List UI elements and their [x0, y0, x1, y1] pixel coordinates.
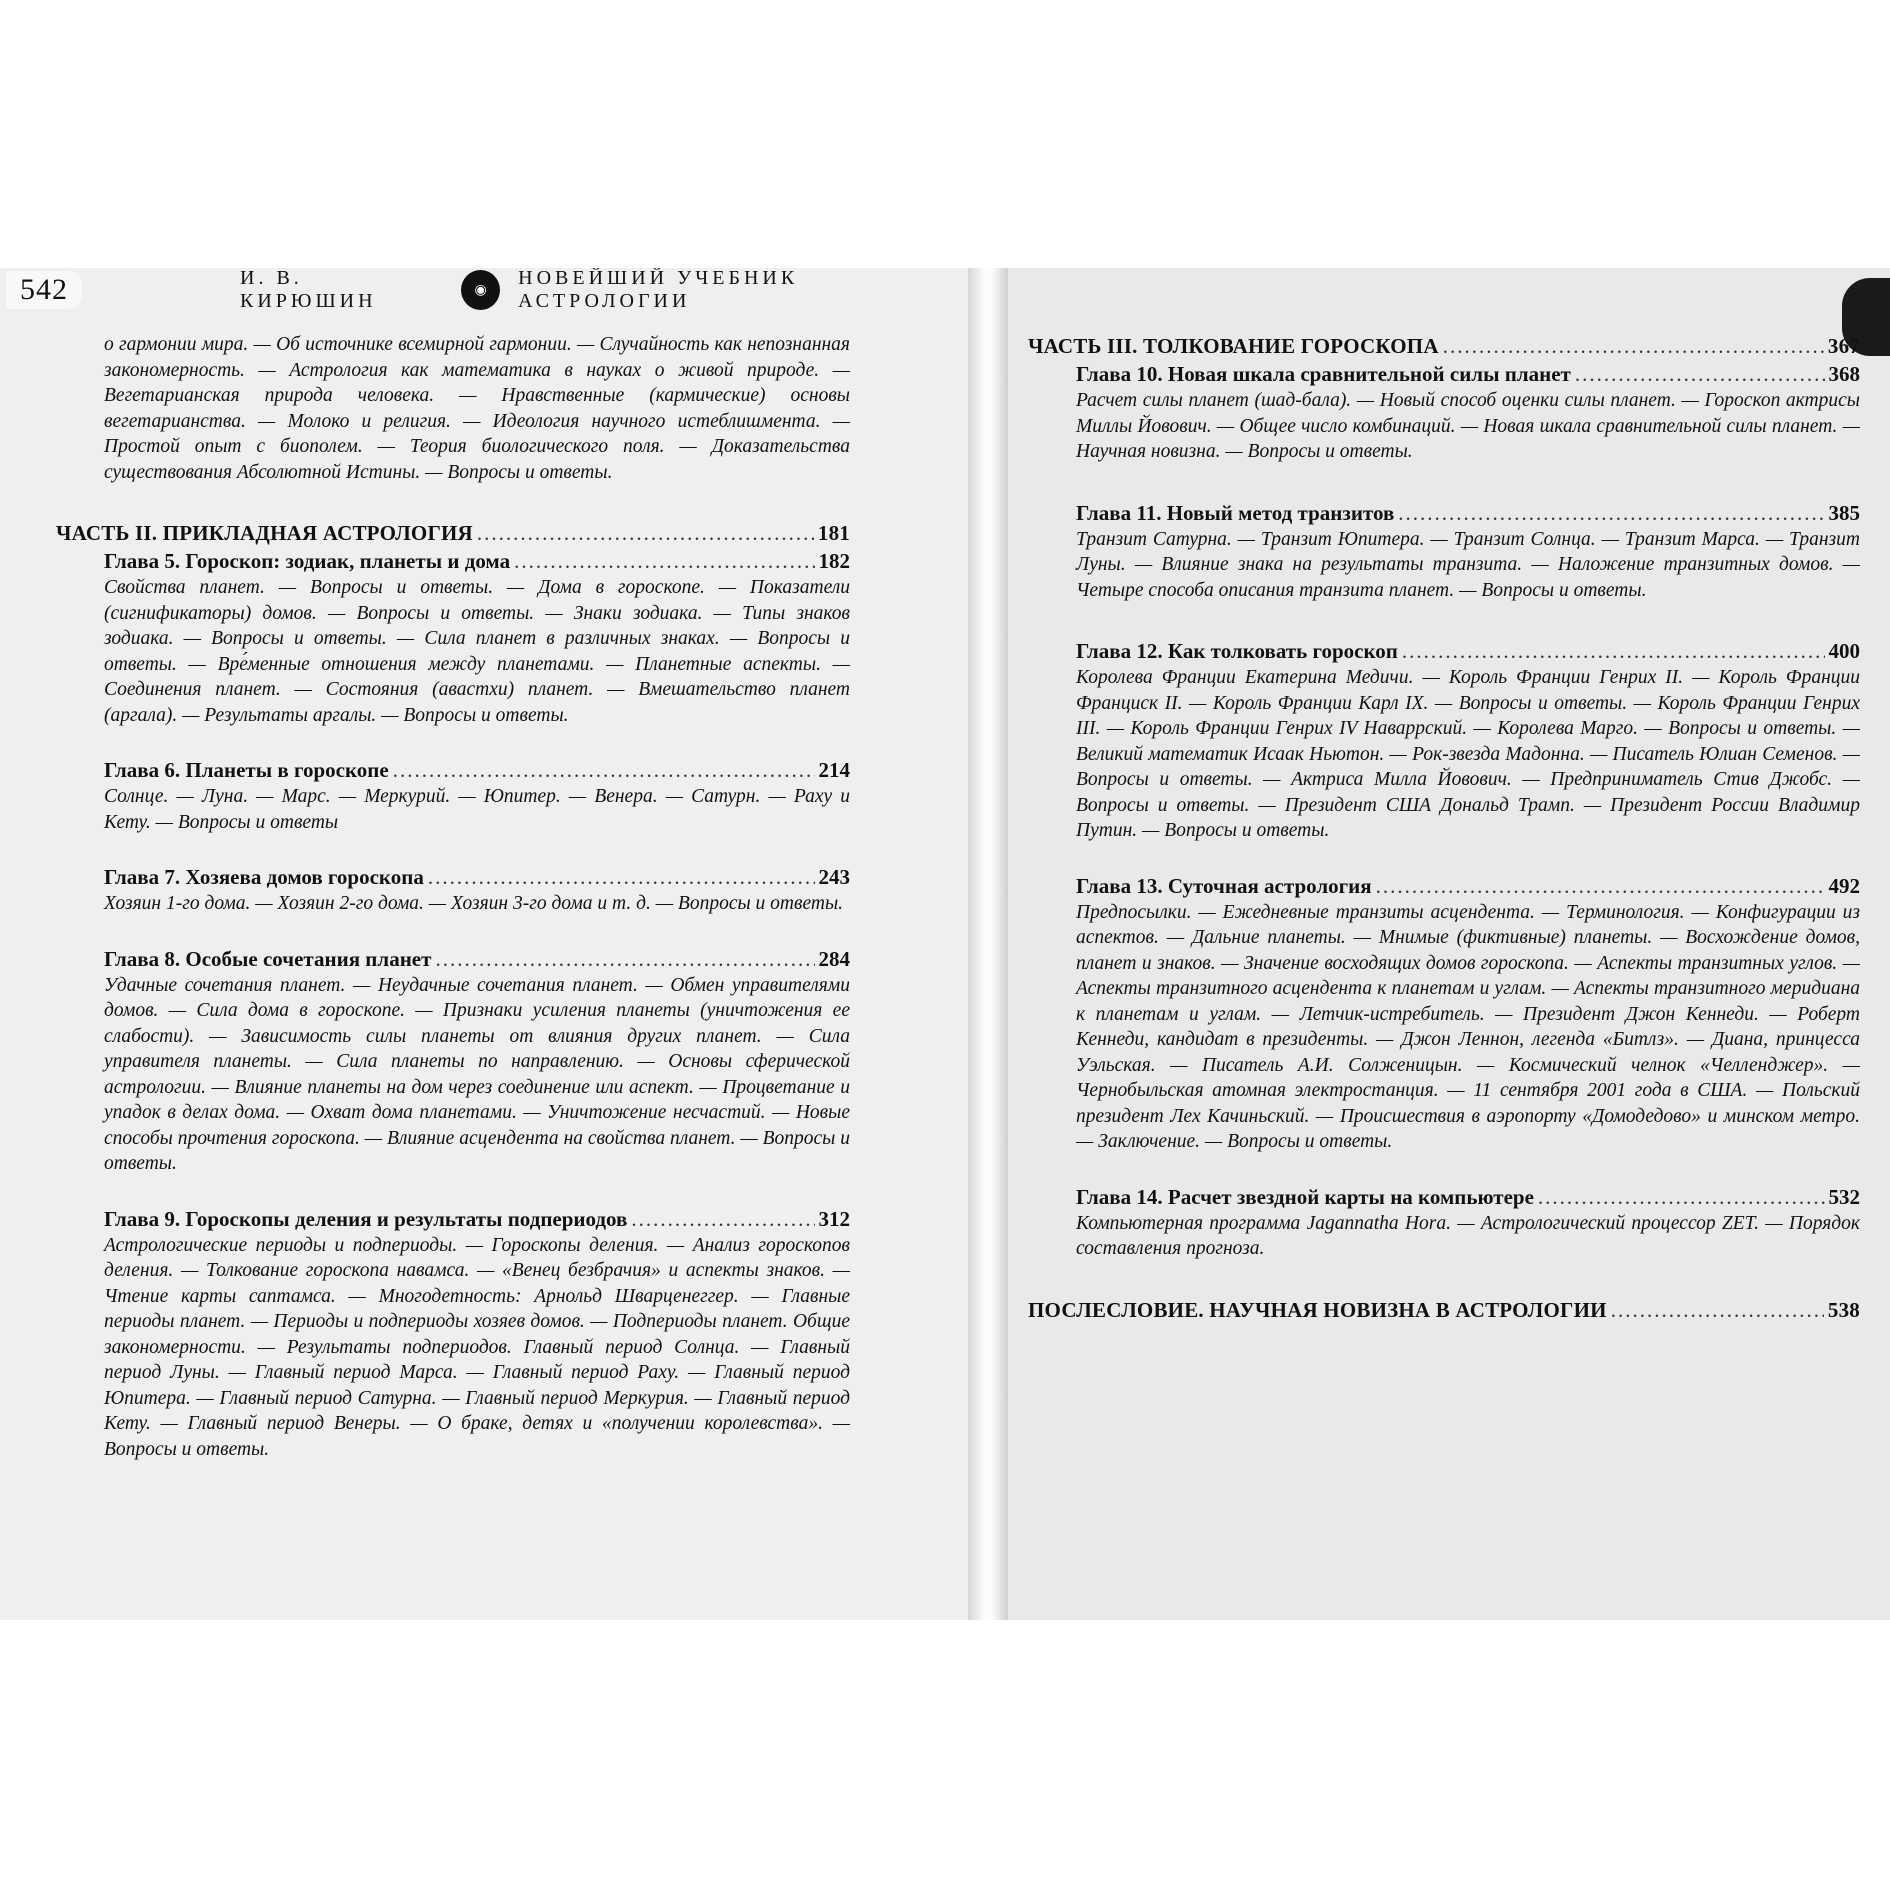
toc-chapter-6 [104, 756, 850, 835]
chapter-title: Глава 8. Особые сочетания планет [104, 946, 432, 971]
dot-leader [1575, 360, 1825, 388]
page-ref: 367 [1827, 334, 1860, 358]
dot-leader [428, 863, 815, 891]
dot-leader [631, 1205, 814, 1233]
toc-part-3[interactable] [1028, 332, 1860, 360]
page-ref: 368 [1828, 362, 1860, 386]
toc-chapter-14 [1076, 1183, 1860, 1262]
dot-leader [1443, 332, 1824, 360]
dot-leader [477, 519, 814, 547]
chapter-title: Глава 6. Планеты в гороскопе [104, 758, 389, 782]
page-ref: 532 [1828, 1184, 1860, 1209]
chapter-heading[interactable] [1076, 1183, 1860, 1211]
dot-leader [393, 756, 815, 784]
chapter-title: Глава 10. Новая шкала сравнительной силы планет [1076, 362, 1571, 386]
chapter-title: Глава 14. Расчет звездной карты на компьютере [1076, 1184, 1534, 1209]
toc-chapter-8 [104, 945, 850, 1177]
author-name: И. В. КИРЮШИН [240, 268, 377, 312]
page-ref: 385 [1828, 500, 1860, 525]
toc-chapter-11 [1076, 499, 1860, 604]
chapter-description: о гармонии мира. — Об источнике всемирной гармонии. — Случайность как непознанная закономерность. — Астрология как математика в науках о живой природе. — Вегетарианская природа человека. — Нравственные (кармические) основы вегетарианства. — Молоко и религия. — Идеология научного истеблишмента. — Простой опыт с биополем. — Теория биологического поля. — Доказательства существования Абсолютной Истины. — Вопросы и ответы. [104, 334, 850, 483]
book-title: НОВЕЙШИЙ УЧЕБНИК АСТРОЛОГИИ [518, 268, 799, 312]
page-ref: 400 [1828, 639, 1860, 663]
part-title: ЧАСТЬ III. ТОЛКОВАНИЕ ГОРОСКОПА [1028, 334, 1439, 358]
dot-leader [514, 547, 814, 575]
page-ref: 182 [818, 549, 850, 573]
dot-leader [435, 945, 814, 973]
chapter-description: Расчет силы планет (шад-бала). — Новый способ оценки силы планет. — Гороскоп актрисы Миллы Йовович. — Общее число комбинаций. — Новая шкала сравнительной силы планет. — Научная новизна. — Вопросы и ответы. [1076, 390, 1860, 462]
toc-afterword[interactable] [1028, 1296, 1860, 1324]
chapter-heading[interactable] [104, 863, 850, 891]
chapter-description: Транзит Сатурна. — Транзит Юпитера. — Транзит Солнца. — Транзит Марса. — Транзит Луны. — Влияние знака на результаты транзита. — Наложение транзитных домов. — Четыре способа описания транзита планет. — Вопросы и ответы. [1076, 528, 1860, 601]
page-ref: 243 [818, 865, 850, 889]
page-ref: 538 [1827, 1297, 1860, 1322]
running-head [0, 268, 968, 312]
chapter-title: Глава 7. Хозяева домов гороскопа [104, 865, 424, 889]
page-ref: 284 [818, 946, 850, 971]
toc-part-2[interactable] [56, 519, 850, 547]
toc-left [0, 332, 968, 1620]
book-gutter [968, 268, 1008, 1620]
left-page [0, 268, 968, 1620]
toc-chapter-13 [1076, 872, 1860, 1155]
part-title: ЧАСТЬ II. ПРИКЛАДНАЯ АСТРОЛОГИЯ [56, 521, 473, 545]
chapter-title: Глава 5. Гороскоп: зодиак, планеты и дома [104, 549, 511, 573]
page-ref: 312 [818, 1206, 850, 1231]
chapter-description: Солнце. — Луна. — Марс. — Меркурий. — Юпитер. — Венера. — Сатурн. — Раху и Кету. — Вопросы и ответы [104, 786, 850, 833]
chapter-title: Глава 12. Как толковать гороскоп [1076, 639, 1398, 663]
emblem-icon: ◉ [461, 270, 500, 310]
chapter-title: Глава 13. Суточная астрология [1076, 873, 1372, 898]
dot-leader [1398, 499, 1824, 527]
chapter-heading[interactable] [104, 1205, 850, 1233]
dot-leader [1538, 1183, 1825, 1211]
chapter-title: Глава 11. Новый метод транзитов [1076, 500, 1395, 525]
chapter-heading[interactable] [1076, 872, 1860, 900]
chapter-heading[interactable] [104, 756, 850, 784]
toc-chapter-5 [104, 547, 850, 728]
chapter-heading[interactable] [104, 547, 850, 575]
toc-chapter-12 [1076, 637, 1860, 844]
chapter-heading[interactable] [1076, 499, 1860, 527]
toc-right [1008, 332, 1890, 1620]
right-page [1008, 268, 1890, 1620]
chapter-heading[interactable] [104, 945, 850, 973]
dot-leader [1402, 637, 1825, 665]
chapter-description: Хозяин 1-го дома. — Хозяин 2-го дома. — Хозяин 3-го дома и т. д. — Вопросы и ответы. [104, 893, 844, 914]
chapter-description: Предпосылки. — Ежедневные транзиты асцендента. — Терминология. — Конфигурации из аспектов. — Дальние планеты. — Мнимые (фиктивные) планеты. — Восхождение домов, планет и знаков. — Значение восходящих домов гороскопа. — Аспекты транзитных углов. — Аспекты транзитного асцендента к планетам и углам. — Аспекты транзитного меридиана к планетам и углам. — Летчик-истребитель. — Президент Джон Кеннеди. — Роберт Кеннеди, кандидат в президенты. — Джон Леннон, легенда «Битлз». — Диана, принцесса Уэльская. — Писатель А.И. Солженицын. — Космический челнок «Челленджер». — Чернобыльская атомная электростанция. — 11 сентября 2001 года в США. — Польский президент Лех Качиньский. — Происшествия в аэропорту «Домодедово» и минском метро. — Заключение. — Вопросы и ответы. [1076, 901, 1860, 1152]
page-ref: 492 [1828, 873, 1860, 898]
chapter-description: Королева Франции Екатерина Медичи. — Король Франции Генрих II. — Король Франции Франциск II. — Король Франции Карл IX. — Вопросы и ответы. — Король Франции Генрих III. — Король Франции Генрих IV Наваррский. — Королева Марго. — Вопросы и ответы. — Великий математик Исаак Ньютон. — Рок-звезда Мадонна. — Писатель Юлиан Семенов. — Вопросы и ответы. — Актриса Милла Йовович. — Предприниматель Стив Джобс. — Вопросы и ответы. — Президент США Дональд Трамп. — Президент России Владимир Путин. — Вопросы и ответы. [1076, 667, 1860, 841]
chapter-description: Свойства планет. — Вопросы и ответы. — Дома в гороскопе. — Показатели (сигнификаторы) домов. — Вопросы и ответы. — Знаки зодиака. — Типы знаков зодиака. — Вопросы и ответы. — Сила планет в различных знаках. — Вопросы и ответы. — Вре́менные отношения между планетами. — Планетные аспекты. — Соединения планет. — Состояния (авастхи) планет. — Вмешательство планет (аргала). — Результаты аргалы. — Вопросы и ответы. [104, 577, 850, 726]
page-ref: 214 [818, 758, 850, 782]
afterword-title: ПОСЛЕСЛОВИЕ. НАУЧНАЯ НОВИЗНА В АСТРОЛОГИИ [1028, 1297, 1607, 1322]
toc-chapter-9 [104, 1205, 850, 1463]
chapter-description: Компьютерная программа Jagannatha Hora. — Астрологический процессор ZET. — Порядок составления прогноза. [1076, 1212, 1860, 1259]
chapter-description: Астрологические периоды и подпериоды. — Гороскопы деления. — Анализ гороскопов деления. — Толкование гороскопа навамса. — «Венец безбрачия» и аспекты знаков. — Чтение карты саптамса. — Многодетность: Арнольд Шварценеггер. — Главные периоды планет. — Периоды и подпериоды хозяев домов. — Подпериоды планет. Общие закономерности. — Результаты подпериодов. Главный период Солнца. — Главный период Луны. — Главный период Марса. — Главный период Раху. — Главный период Юпитера. — Главный период Сатурна. — Главный период Меркурия. — Главный период Кету. — Главный период Венеры. — О браке, детях и «получении королевства». — Вопросы и ответы. [104, 1234, 850, 1460]
chapter-description: Удачные сочетания планет. — Неудачные сочетания планет. — Обмен управителями домов. — Сила дома в гороскопе. — Признаки усиления планеты (уничтожения ее слабости). — Зависимость силы планеты от влияния других планет. — Сила управителя планеты. — Сила планеты по направлению. — Основы сферической астрологии. — Влияние планеты на дом через соединение или аспект. — Процветание и упадок в делах дома. — Охват дома планетами. — Уничтожение несчастий. — Новые способы прочтения гороскопа. — Влияние асцендента на свойства планет. — Вопросы и ответы. [104, 974, 850, 1174]
chapter-title: Глава 9. Гороскопы деления и результаты подпериодов [104, 1206, 628, 1231]
page-ref: 181 [817, 521, 850, 545]
dot-leader [1611, 1296, 1824, 1324]
page-number: 542 [6, 271, 82, 309]
chapter-heading[interactable] [1076, 360, 1860, 388]
toc-chapter-10 [1076, 360, 1860, 465]
chapter-heading[interactable] [1076, 637, 1860, 665]
dot-leader [1376, 872, 1825, 900]
toc-chapter-7 [104, 863, 850, 917]
